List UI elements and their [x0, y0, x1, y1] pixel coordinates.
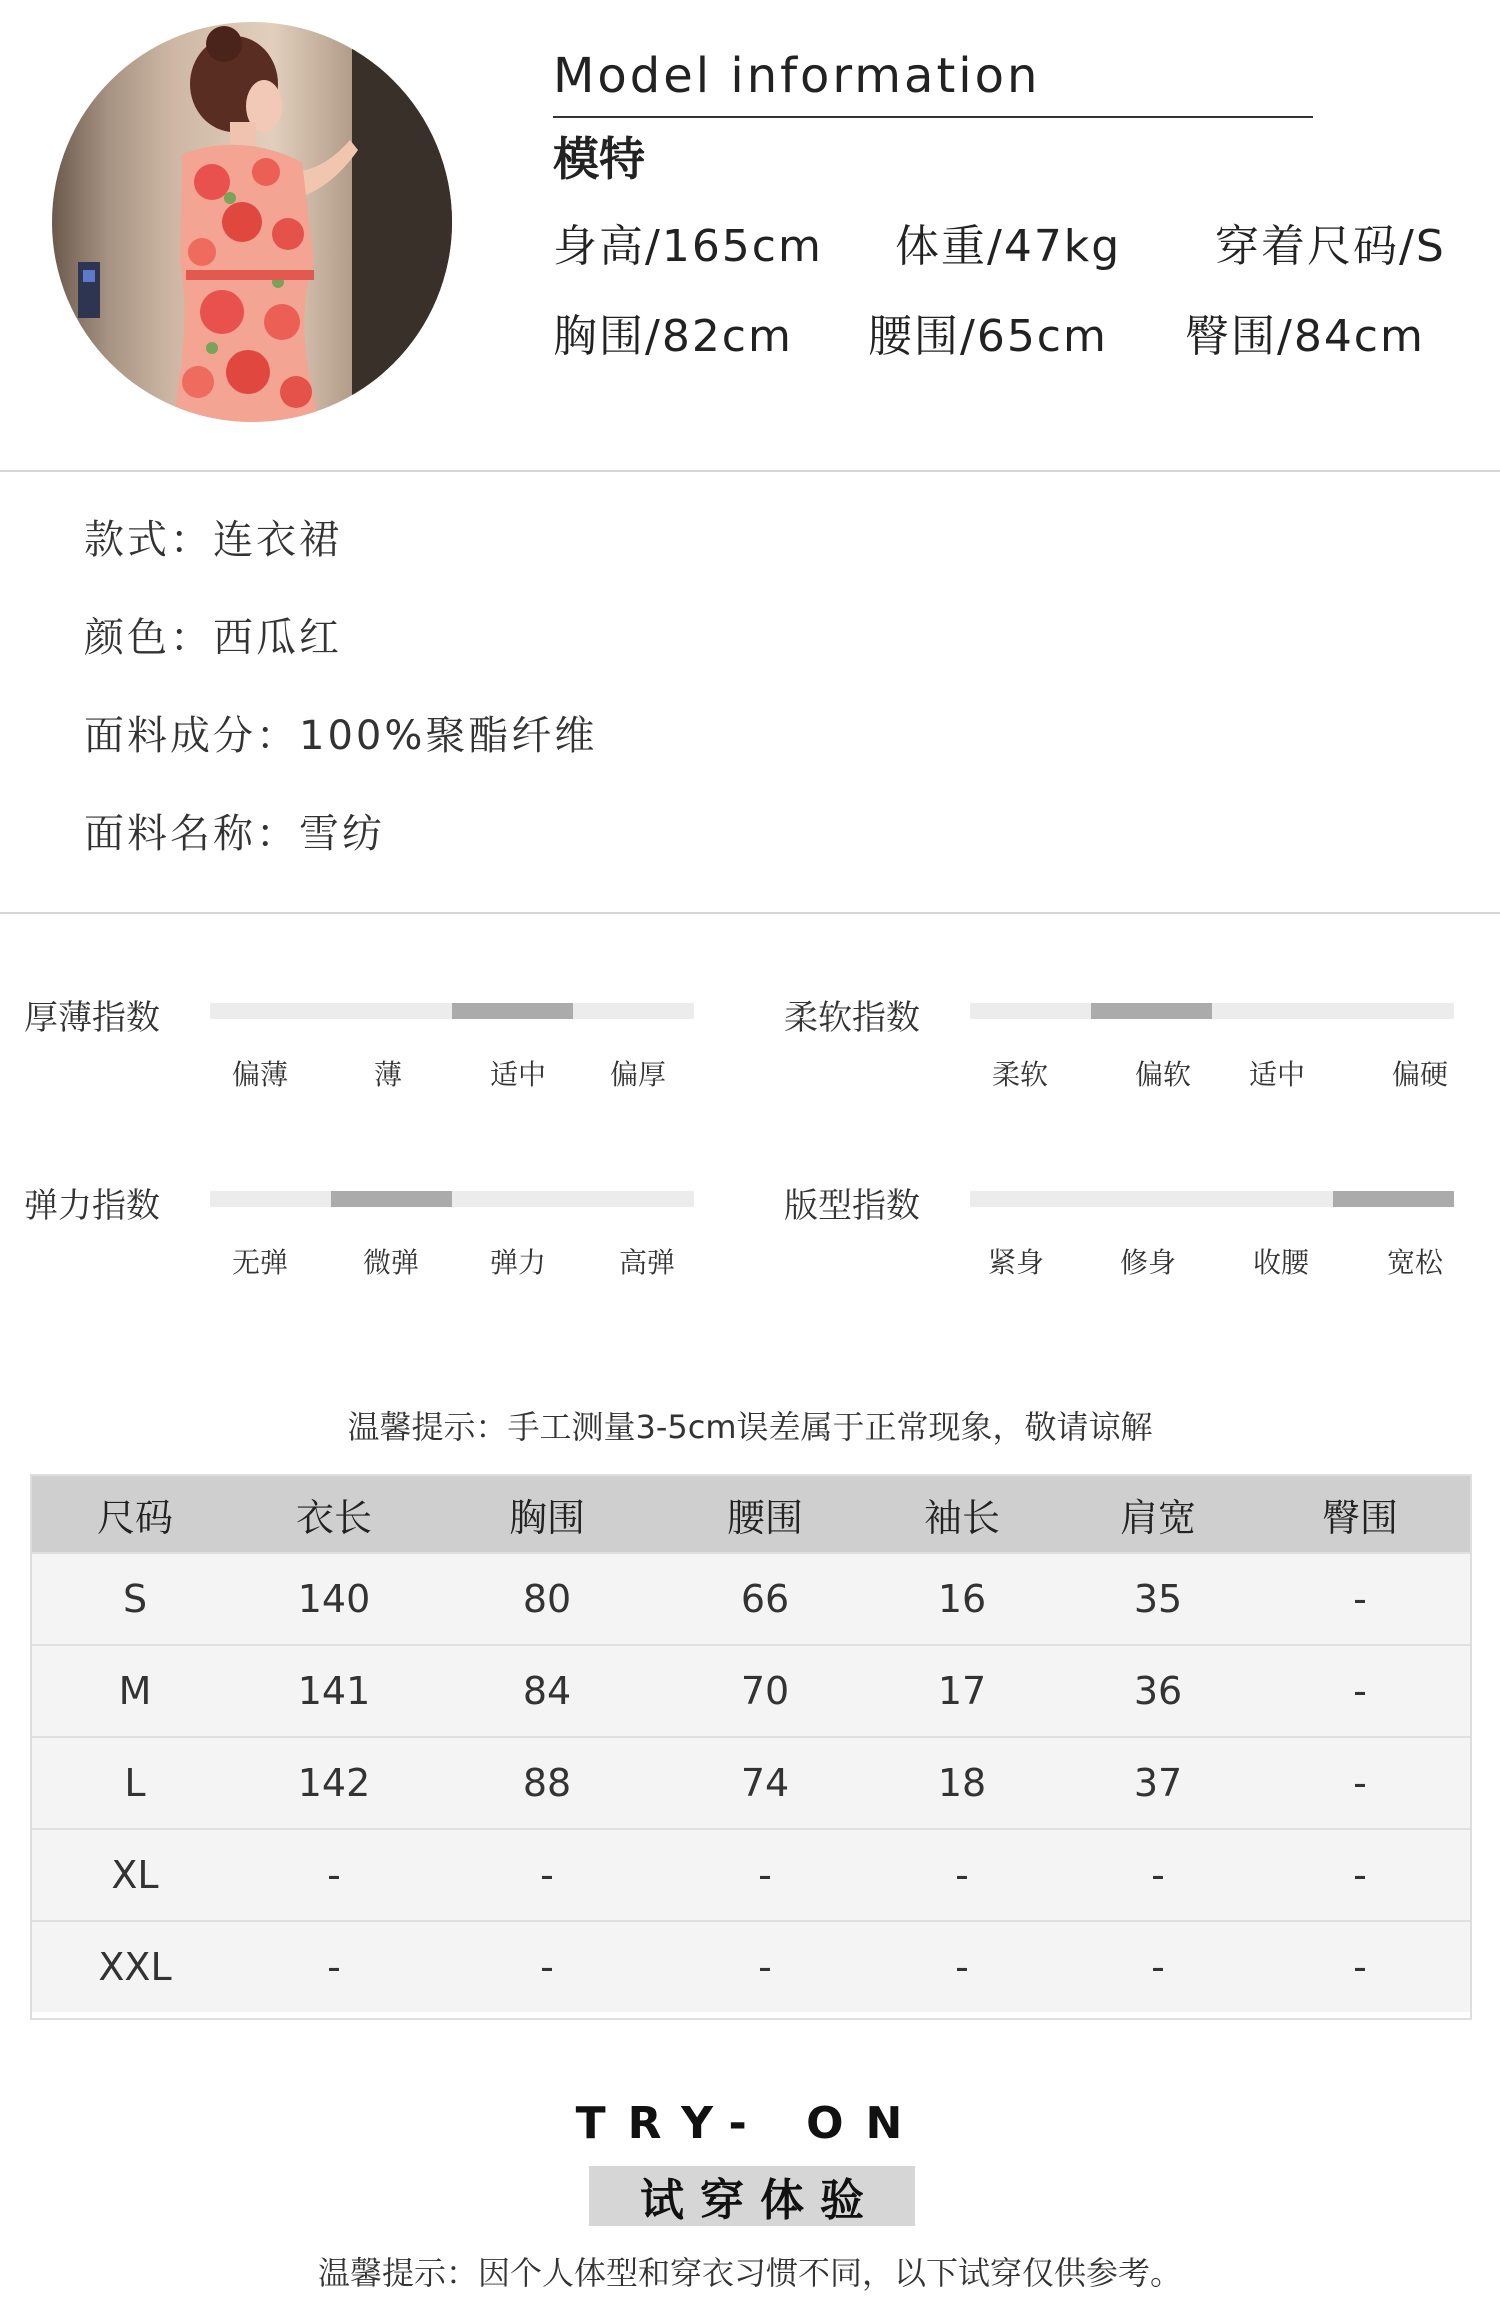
index-track [970, 1003, 1454, 1019]
table-cell: - [758, 1853, 772, 1897]
index-option: 无弹 [231, 1246, 289, 1279]
table-cell: 36 [1133, 1669, 1183, 1713]
model-hip: 臀围/84cm [1185, 311, 1425, 362]
index-option: 微弹 [362, 1246, 420, 1279]
index-track [970, 1191, 1454, 1207]
index-option: 紧身 [987, 1246, 1045, 1279]
table-header-cell: 袖长 [923, 1495, 1001, 1540]
table-cell: - [327, 1853, 341, 1897]
table-cell: S [122, 1577, 148, 1621]
index-option: 偏厚 [609, 1058, 667, 1091]
index-option: 收腰 [1252, 1246, 1310, 1279]
section-divider [0, 470, 1500, 472]
table-cell: - [1353, 1669, 1367, 1713]
index-option: 偏软 [1134, 1058, 1192, 1091]
index-title: 厚薄指数 [24, 998, 160, 1038]
index-title: 柔软指数 [784, 998, 920, 1038]
table-cell: 74 [740, 1761, 790, 1805]
table-cell: - [1353, 1577, 1367, 1621]
table-cell: 66 [740, 1577, 790, 1621]
table-row [32, 1552, 1470, 1644]
table-cell: XXL [98, 1945, 172, 1989]
table-cell: - [327, 1945, 341, 1989]
index-title: 版型指数 [784, 1186, 920, 1226]
index-selected-segment [1091, 1003, 1212, 1019]
table-cell: 16 [937, 1577, 987, 1621]
table-header-row [32, 1476, 1470, 1552]
measurement-tip: 温馨提示：手工测量3-5cm误差属于正常现象，敬请谅解 [347, 1408, 1153, 1446]
index-option: 柔软 [991, 1058, 1049, 1091]
model-wearing-size: 穿着尺码/S [1215, 221, 1446, 272]
table-cell: M [118, 1669, 152, 1713]
model-height: 身高/165cm [553, 221, 823, 272]
table-header-cell: 肩宽 [1119, 1495, 1197, 1540]
table-cell: - [955, 1853, 969, 1897]
index-option: 修身 [1119, 1246, 1177, 1279]
table-row [32, 1644, 1470, 1736]
product-color: 颜色：西瓜红 [84, 615, 342, 661]
table-cell: 84 [522, 1669, 572, 1713]
table-cell: 35 [1133, 1577, 1183, 1621]
table-cell: - [540, 1945, 554, 1989]
table-header-cell: 尺码 [96, 1495, 174, 1540]
table-cell: 142 [297, 1761, 371, 1805]
table-cell: - [1353, 1945, 1367, 1989]
index-track [210, 1191, 694, 1207]
index-selected-segment [331, 1191, 452, 1207]
index-option: 高弹 [618, 1246, 676, 1279]
tryon-subtitle-box [589, 2166, 915, 2226]
index-selected-segment [452, 1003, 573, 1019]
table-cell: 17 [937, 1669, 987, 1713]
table-header-cell: 腰围 [726, 1495, 804, 1540]
table-cell: - [540, 1853, 554, 1897]
model-bust: 胸围/82cm [553, 311, 793, 362]
table-cell: L [124, 1761, 146, 1805]
table-cell: 80 [522, 1577, 572, 1621]
product-fabric-composition: 面料成分：100%聚酯纤维 [84, 713, 598, 759]
title-underline [553, 116, 1313, 118]
table-cell: 140 [297, 1577, 371, 1621]
tryon-title: TRY- ON [575, 2098, 925, 2149]
table-cell: 18 [937, 1761, 987, 1805]
table-cell: 141 [297, 1669, 371, 1713]
table-row [32, 1828, 1470, 1920]
table-cell: XL [111, 1853, 159, 1897]
model-subtitle: 模特 [553, 132, 645, 186]
table-cell: - [1151, 1853, 1165, 1897]
section-divider [0, 912, 1500, 914]
model-waist: 腰围/65cm [868, 311, 1108, 362]
table-row [32, 1920, 1470, 2012]
model-photo-illustration [52, 22, 452, 422]
index-selected-segment [1333, 1191, 1454, 1207]
model-weight: 体重/47kg [895, 221, 1122, 272]
table-cell: - [955, 1945, 969, 1989]
product-style: 款式：连衣裙 [84, 517, 342, 563]
table-cell: - [1151, 1945, 1165, 1989]
table-cell: 37 [1133, 1761, 1183, 1805]
product-fabric-name: 面料名称：雪纺 [84, 811, 385, 857]
model-photo [52, 22, 452, 422]
table-cell: - [1353, 1853, 1367, 1897]
table-header-cell: 臀围 [1321, 1495, 1399, 1540]
model-information-section [0, 0, 1500, 470]
index-option: 适中 [1248, 1058, 1306, 1091]
index-option: 薄 [373, 1058, 403, 1091]
model-information-title: Model information [553, 48, 1041, 104]
index-option: 适中 [489, 1058, 547, 1091]
index-option: 偏薄 [231, 1058, 289, 1091]
table-row [32, 1736, 1470, 1828]
index-option: 偏硬 [1391, 1058, 1449, 1091]
table-cell: - [758, 1945, 772, 1989]
tryon-tip: 温馨提示：因个人体型和穿衣习惯不同，以下试穿仅供参考。 [317, 2254, 1182, 2292]
table-cell: 88 [522, 1761, 572, 1805]
table-cell: - [1353, 1761, 1367, 1805]
index-track [210, 1003, 694, 1019]
table-header-cell: 胸围 [508, 1495, 586, 1540]
index-title: 弹力指数 [24, 1186, 160, 1226]
index-option: 弹力 [489, 1246, 547, 1279]
table-header-cell: 衣长 [295, 1495, 373, 1540]
index-option: 宽松 [1386, 1246, 1444, 1279]
tryon-subtitle: 试穿体验 [640, 2175, 880, 2226]
table-cell: 70 [740, 1669, 790, 1713]
size-table [30, 1474, 1472, 2020]
